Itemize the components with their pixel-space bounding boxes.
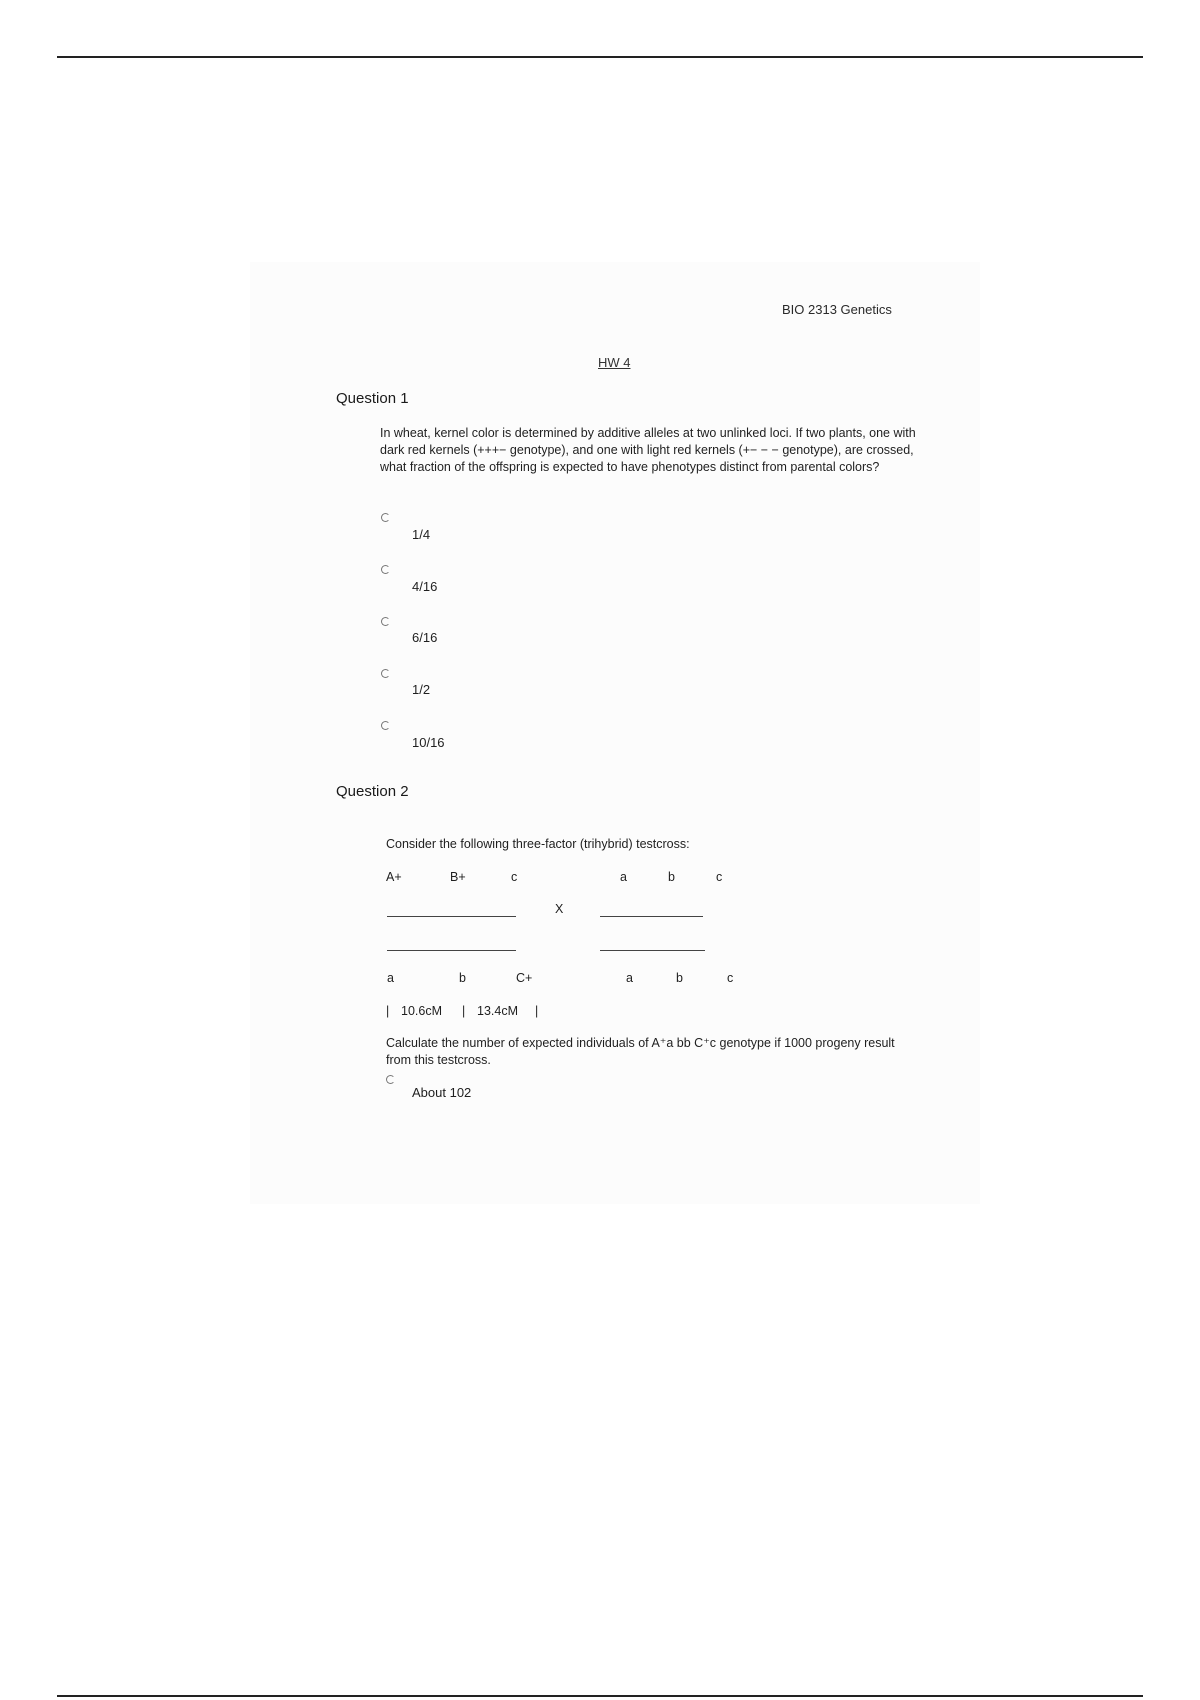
- allele-a: a: [620, 870, 627, 884]
- allele-c-right: c: [716, 870, 723, 884]
- option-1-label: 1/4: [412, 527, 431, 542]
- assignment-title: HW 4: [598, 355, 631, 370]
- cross-symbol: X: [555, 902, 564, 916]
- radio-option-1[interactable]: [381, 513, 390, 522]
- radio-option-3[interactable]: [381, 617, 390, 626]
- chromosome-line-bottom-left: [387, 950, 516, 951]
- radio-option-2[interactable]: [381, 565, 390, 574]
- chromosome-line-top-right: [600, 916, 703, 917]
- chromosome-line-top-left: [387, 916, 516, 917]
- question-2-heading: Question 2: [336, 783, 409, 800]
- option-q2-1-label: About 102: [412, 1085, 472, 1100]
- question-2-prompt: Calculate the number of expected individuals of A⁺a bb C⁺c genotype if 1000 progeny result from this testcross.: [386, 1036, 895, 1067]
- map-bar-1: |: [386, 1004, 390, 1018]
- allele-b-plus: B+: [450, 870, 466, 884]
- map-distance-1: 10.6cM: [401, 1004, 442, 1018]
- option-2-label: 4/16: [412, 579, 438, 594]
- map-bar-3: |: [535, 1004, 539, 1018]
- chromosome-line-bottom-right: [600, 950, 705, 951]
- radio-option-4[interactable]: [381, 669, 390, 678]
- question-1-text: In wheat, kernel color is determined by additive alleles at two unlinked loci. If two plants, one with dark red kernels (+++− genotype), and one with light red kernels (+− − − genotype), are crossed, what fraction of the offspring is expected to have phenotypes distinct from parental colors?: [380, 426, 916, 474]
- option-3-label: 6/16: [412, 630, 438, 645]
- allele-b-row2: b: [459, 971, 466, 985]
- bottom-rule: [57, 1695, 1143, 1697]
- option-4-label: 1/2: [412, 682, 431, 697]
- allele-b: b: [668, 870, 675, 884]
- allele-a-plus: A+: [386, 870, 402, 884]
- allele-b-row2-right: b: [676, 971, 683, 985]
- map-bar-2: |: [462, 1004, 466, 1018]
- radio-option-5[interactable]: [381, 721, 390, 730]
- question-2-intro: Consider the following three-factor (trihybrid) testcross:: [386, 837, 690, 851]
- map-distance-2: 13.4cM: [477, 1004, 518, 1018]
- top-rule: [57, 56, 1143, 58]
- allele-c: c: [511, 870, 518, 884]
- allele-c-plus: C+: [516, 971, 533, 985]
- allele-c-row2-right: c: [727, 971, 734, 985]
- radio-option-q2-1[interactable]: [386, 1075, 395, 1084]
- allele-a-row2: a: [387, 971, 394, 985]
- question-1-heading: Question 1: [336, 390, 409, 407]
- allele-a-row2-right: a: [626, 971, 633, 985]
- option-5-label: 10/16: [412, 735, 445, 750]
- course-name: BIO 2313 Genetics: [782, 302, 892, 317]
